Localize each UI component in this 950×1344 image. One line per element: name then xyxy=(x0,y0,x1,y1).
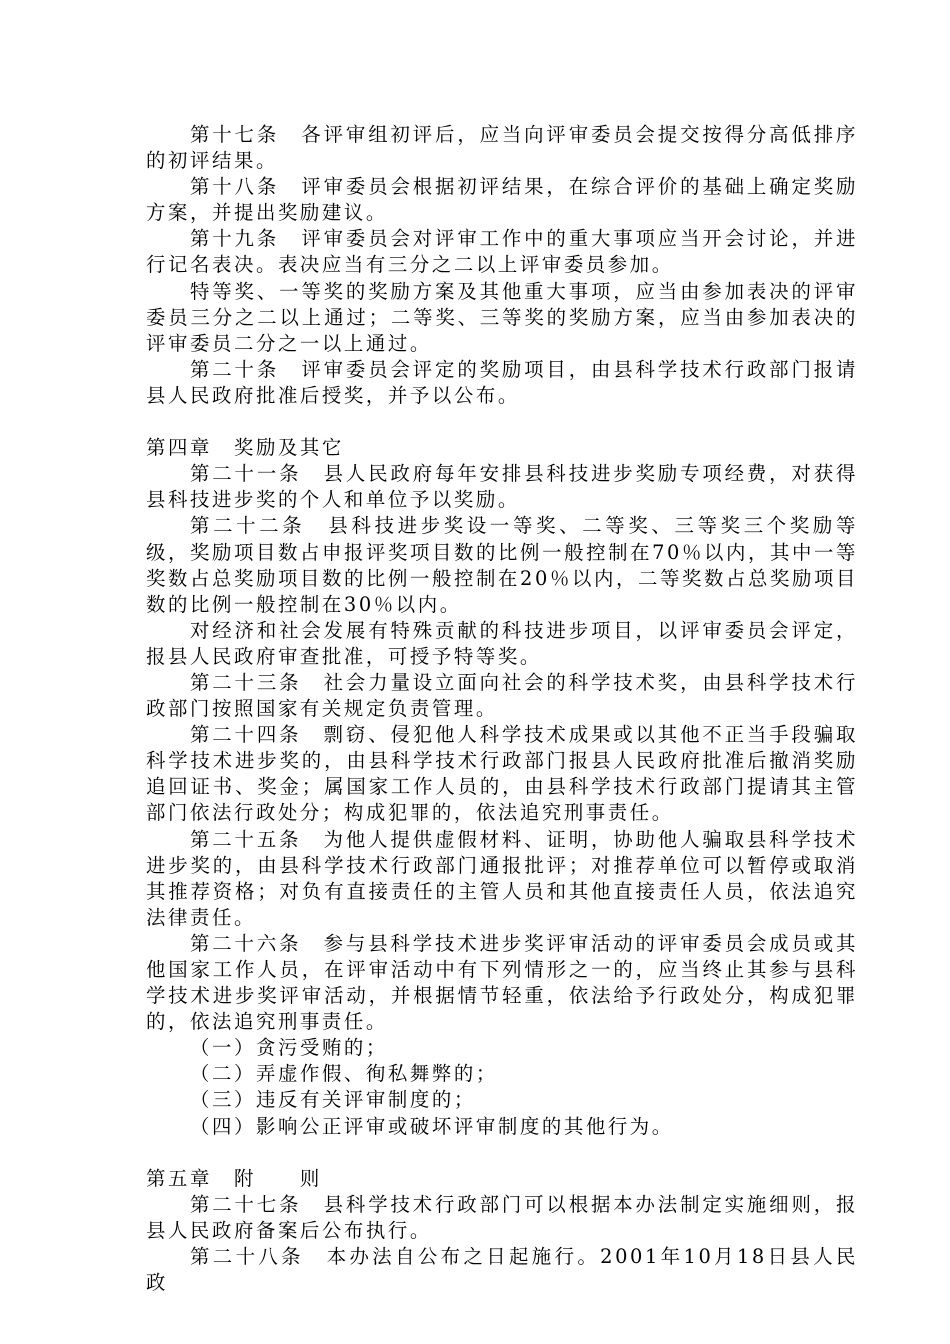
document-body xyxy=(146,122,858,1296)
article-27: 第二十七条 县科学技术行政部门可以根据本办法制定实施细则，报县人民政府备案后公布执行。 xyxy=(146,1192,858,1242)
article-22: 第二十二条 县科技进步奖设一等奖、二等奖、三等奖三个奖励等级，奖励项目数占申报评奖项目数的比例一般控制在70％以内，其中一等奖数占总奖励项目数的比例一般控制在20％以内，二等奖数占总奖励项目数的比例一般控制在30％以内。 xyxy=(146,514,858,616)
article-19-paragraph-2: 特等奖、一等奖的奖励方案及其他重大事项，应当由参加表决的评审委员三分之二以上通过；二等奖、三等奖的奖励方案，应当由参加表决的评审委员二分之一以上通过。 xyxy=(146,279,858,355)
article-21: 第二十一条 县人民政府每年安排县科技进步奖励专项经费，对获得县科技进步奖的个人和单位予以奖励。 xyxy=(146,462,858,512)
article-19: 第十九条 评审委员会对评审工作中的重大事项应当开会讨论，并进行记名表决。表决应当有三分之二以上评审委员参加。 xyxy=(146,227,858,277)
list-item-3: （三）违反有关评审制度的； xyxy=(190,1088,476,1112)
list-item-4: （四）影响公正评审或破坏评审制度的其他行为。 xyxy=(190,1114,674,1138)
article-26: 第二十六条 参与县科学技术进步奖评审活动的评审委员会成员或其他国家工作人员，在评审活动中有下列情形之一的，应当终止其参与县科学技术进步奖评审活动，并根据情节轻重，依法给予行政处分，构成犯罪的，依法追究刑事责任。 xyxy=(146,931,858,1034)
article-28: 第二十八条 本办法自公布之日起施行。2001年10月18日县人民政 xyxy=(146,1245,858,1295)
list-item-1: （一）贪污受贿的； xyxy=(190,1036,388,1060)
chapter-5-heading: 第五章 附 则 xyxy=(146,1166,322,1190)
article-23: 第二十三条 社会力量设立面向社会的科学技术奖，由县科学技术行政部门按照国家有关规定负责管理。 xyxy=(146,670,858,721)
article-20: 第二十条 评审委员会评定的奖励项目，由县科学技术行政部门报请县人民政府批准后授奖，并予以公布。 xyxy=(146,357,858,407)
list-item-2: （二）弄虚作假、徇私舞弊的； xyxy=(190,1062,498,1086)
article-22-paragraph-2: 对经济和社会发展有特殊贡献的科技进步项目，以评审委员会评定，报县人民政府审查批准，可授予特等奖。 xyxy=(146,618,858,668)
article-17: 第十七条 各评审组初评后，应当向评审委员会提交按得分高低排序的初评结果。 xyxy=(146,123,858,173)
article-24: 第二十四条 剽窃、侵犯他人科学技术成果或以其他不正当手段骗取科学技术进步奖的，由县科学技术行政部门报县人民政府批准后撤消奖励追回证书、奖金；属国家工作人员的，由县科学技术行政部门提请其主管部门依法行政处分；构成犯罪的，依法追究刑事责任。 xyxy=(146,723,858,825)
chapter-4-heading: 第四章 奖励及其它 xyxy=(146,436,344,460)
article-25: 第二十五条 为他人提供虚假材料、证明，协助他人骗取县科学技术进步奖的，由县科学技术行政部门通报批评；对推荐单位可以暂停或取消其推荐资格；对负有直接责任的主管人员和其他直接责任人员，依法追究法律责任。 xyxy=(146,827,858,929)
article-18: 第十八条 评审委员会根据初评结果，在综合评价的基础上确定奖励方案，并提出奖励建议。 xyxy=(146,175,858,225)
